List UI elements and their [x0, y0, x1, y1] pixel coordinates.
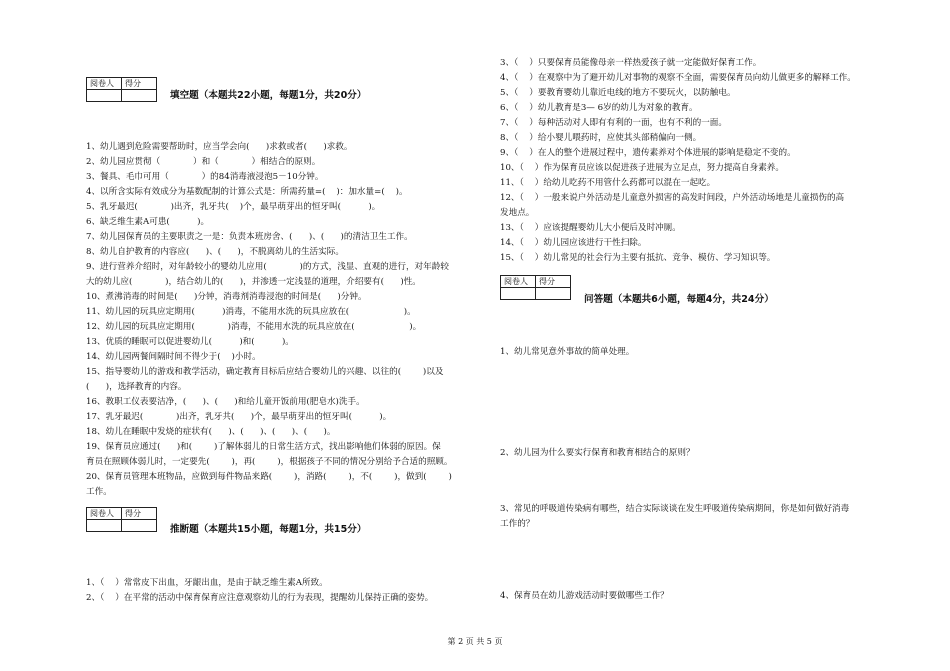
fill-line: 8、幼儿自护教育的内容应( )、( )，不脱离幼儿的生活实际。 [86, 247, 344, 257]
judge-line: 发地点。 [500, 208, 535, 218]
fill-line: 20、保育员管理本班物品，应做到每件物品来路( )，消路( )，不( )，做到( ) [86, 472, 452, 482]
judge-line: 7、（ ）每种活动对人即有有利的一面，也有不利的一面。 [500, 118, 727, 128]
judge-line: 9、（ ）在人的整个进展过程中，遗传素养对个体进展的影响是稳定不变的。 [500, 148, 796, 158]
page-number: 第 2 页 共 5 页 [447, 637, 503, 646]
fill-line: 1、幼儿遇到危险需要帮助时，应当学会向( )求救或者( )求救。 [86, 142, 353, 152]
judge-line: 6、（ ）幼儿教育是3— 6岁的幼儿为对象的教育。 [500, 103, 698, 113]
fill-line: 5、乳牙最迟( )出齐，乳牙共( )个，最早萌芽出的恒牙叫( )。 [86, 202, 381, 212]
fill-line: 9、进行营养介绍时，对年龄较小的婴幼儿应用( )的方式，浅显、直观的进行，对年龄较 [86, 262, 449, 272]
judge-line: 8、（ ）给小婴儿喂药时，应使其头部稍偏向一侧。 [500, 133, 702, 143]
qa-line: 2、幼儿园为什么要实行保育和教育相结合的原则？ [500, 448, 695, 458]
fill-line: ( )，选择教育的内容。 [86, 382, 187, 392]
score-label: 得分 [122, 508, 157, 520]
fill-line: 11、幼儿园的玩具应定期用( )消毒，不能用水洗的玩具应放在( )。 [86, 307, 416, 317]
grader-label: 阅卷人 [501, 276, 536, 288]
judge-line: 1、（ ）常常皮下出血，牙龈出血，是由于缺乏维生素A所致。 [86, 578, 328, 588]
fill-line: 18、幼儿在睡眠中发烧的症状有( )、( )、( )、( )。 [86, 427, 336, 437]
score-box-judge [86, 507, 157, 532]
fill-line: 14、幼儿园两餐间隔时间不得少于( )小时。 [86, 352, 261, 362]
score-cell [536, 288, 571, 300]
fill-line: 16、教职工仪表要洁净，( )、( )和给儿童开饭前用(肥皂水)洗手。 [86, 397, 365, 407]
grader-label: 阅卷人 [87, 78, 122, 90]
fill-line: 2、幼儿园应贯彻（ ）和（ ）相结合的原则。 [86, 157, 321, 167]
fill-line: 6、缺乏维生素A可患( )。 [86, 217, 210, 227]
grader-label: 阅卷人 [87, 508, 122, 520]
judge-line: 11、（ ）给幼儿吃药不用管什么药都可以混在一起吃。 [500, 178, 716, 188]
fill-line: 7、幼儿园保育员的主要职责之一是：负责本班房舍、( )、( )的清洁卫生工作。 [86, 232, 413, 242]
score-label: 得分 [122, 78, 157, 90]
grader-cell [87, 90, 122, 102]
judge-line: 12、（ ）一般来说户外活动是儿童意外损害的高发时间段，户外活动场地是儿童损伤的高 [500, 193, 845, 203]
judge-line: 5、（ ）要教育婴幼儿靠近电线的地方不要玩火，以防触电。 [500, 88, 736, 98]
fill-line: 大的幼儿应( )，结合幼儿的( )，并渗透一定浅显的道理，介绍要有( )性。 [86, 277, 421, 287]
score-box-qa [500, 275, 571, 300]
judge-line: 14、（ ）幼儿园应该进行干性扫除。 [500, 238, 647, 248]
fill-line: 13、优质的睡眠可以促进婴幼儿( )和( )。 [86, 337, 294, 347]
score-box-fill [86, 77, 157, 102]
fill-line: 12、幼儿园的玩具应定期用( )消毒，不能用水洗的玩具应放在( )。 [86, 322, 422, 332]
fill-line: 4、以所含实际有效成分为基数配制的计算公式是：所需药量=( )：加水量=( )。 [86, 187, 408, 197]
qa-line: 工作的？ [500, 519, 535, 529]
fill-line: 10、煮沸消毒的时间是( )分钟，消毒剂消毒浸泡的时间是( )分钟。 [86, 292, 367, 302]
score-cell [122, 520, 157, 532]
fill-line: 工作。 [86, 487, 112, 497]
grader-cell [501, 288, 536, 300]
judge-line: 3、（ ）只要保育员能像母亲一样热爱孩子就一定能做好保育工作。 [500, 58, 762, 68]
judge-line: 2、（ ）在平常的活动中保育保育应注意观察幼儿的行为表现，提醒幼儿保持正确的姿势。 [86, 593, 434, 603]
fill-line: 3、餐具、毛巾可用（ ）的84消毒液浸泡5－10分钟。 [86, 172, 324, 182]
qa-line: 4、保育员在幼儿游戏活动时要做哪些工作？ [500, 591, 669, 601]
fill-line: 17、乳牙最迟( )出齐，乳牙共( )个，最早萌芽出的恒牙叫( )。 [86, 412, 392, 422]
score-cell [122, 90, 157, 102]
qa-line: 1、幼儿常见意外事故的简单处理。 [500, 347, 635, 357]
fill-section-title: 填空题（本题共22小题，每题1分，共20分） [170, 90, 367, 101]
judge-line: 15、（ ）幼儿常见的社会行为主要有抵抗、竞争、模仿、学习知识等。 [500, 253, 776, 263]
judge-line: 13、（ ）应该提醒婴幼儿大小便后及时冲厕。 [500, 223, 681, 233]
fill-line: 19、保育员应通过( )和( )了解体弱儿的日常生活方式，找出影响他们体弱的原因。保 [86, 442, 441, 452]
score-label: 得分 [536, 276, 571, 288]
fill-line: 育员在照顾体弱儿时，一定要先( )，再( )，根据孩子不同的情况分别给予合适的照顾。 [86, 457, 453, 467]
judge-line: 4、（ ）在观察中为了避开幼儿对事物的观察不全面，需要保育员向幼儿做更多的解释工作。 [500, 73, 856, 83]
fill-line: 15、指导婴幼儿的游戏和教学活动，确定教育目标后应结合婴幼儿的兴趣、以往的( )以及 [86, 367, 444, 377]
judge-line: 10、（ ）作为保育员应该以促进孩子进展为立足点，努力提高自身素养。 [500, 163, 784, 173]
grader-cell [87, 520, 122, 532]
qa-section-title: 问答题（本题共6小题，每题4分，共24分） [584, 294, 774, 305]
judge-section-title: 推断题（本题共15小题，每题1分，共15分） [170, 524, 367, 535]
qa-line: 3、常见的呼吸道传染病有哪些，结合实际谈谈在发生呼吸道传染病期间，你是如何做好消毒 [500, 504, 850, 514]
